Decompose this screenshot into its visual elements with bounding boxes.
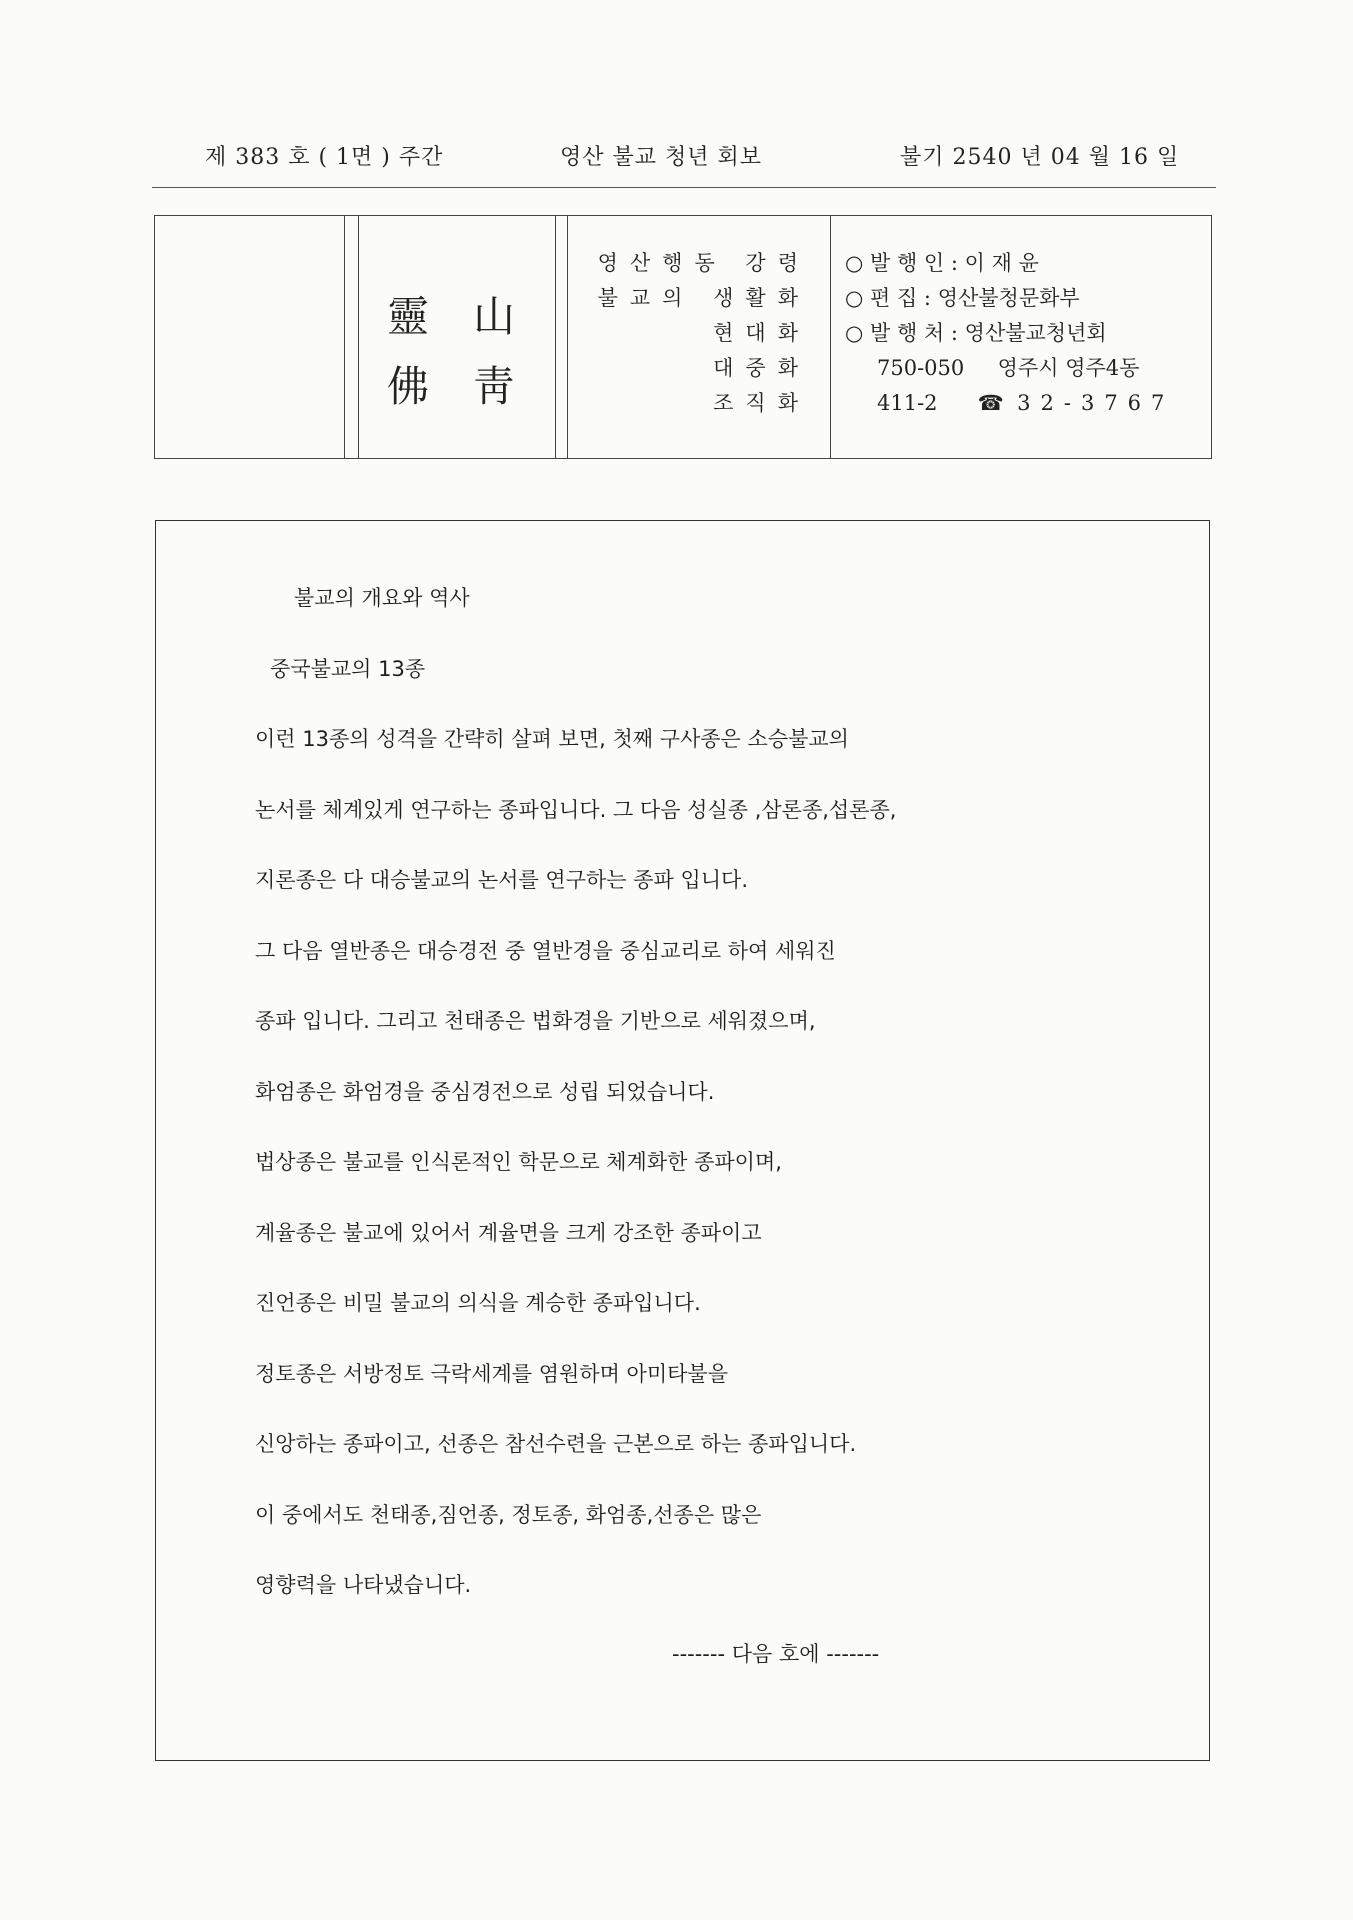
phone-icon: ☎ [977,391,1004,415]
body-line: 화엄종은 화엄경을 중심경전으로 성립 되었습니다. [255,1079,715,1104]
info-value: 이 재 윤 [964,251,1039,275]
info-value: 영산불청문화부 [937,286,1080,310]
issue-date: 불기 2540 년 04 월 16 일 [900,145,1180,170]
paper-name: 영산 불교 청년 회보 [560,145,762,170]
article-title: 불교의 개요와 역사 [294,586,470,610]
postal-code: 750-050 [877,356,965,380]
motto-line: 영산행동 강령 [597,251,810,275]
body-line: 정토종은 서방정토 극락세계를 염원하며 아미타불을 [255,1361,728,1386]
body-line: 영향력을 나타냈습니다. [255,1573,472,1597]
title-char: 靑 [473,362,516,411]
publisher-info [845,246,1174,421]
body-line: 논서를 체계있게 연구하는 종파입니다. 그 다음 성실종 ,삼론종,섭론종, [255,797,897,822]
title-char: 佛 [387,362,430,411]
info-label: ○ 편 집 : [845,286,931,310]
info-label: ○ 발 행 처 : [845,321,958,345]
motto-line: 불교의 생활화 [597,286,810,310]
title-char: 靈 [387,292,430,341]
motto-line: 조직화 [713,391,810,415]
body-line: 종파 입니다. 그리고 천태종은 법화경을 기반으로 세워졌으며, [255,1009,816,1033]
article-subtitle: 중국불교의 13종 [270,657,426,681]
body-line: 그 다음 열반종은 대승경전 중 열반경을 중심교리로 하여 세워진 [255,938,836,963]
lot-number: 411-2 [877,391,938,415]
body-line: 진언종은 비밀 불교의 의식을 계승한 종파입니다. [255,1291,701,1315]
body-line: 지론종은 다 대승불교의 논서를 연구하는 종파 입니다. [255,868,749,892]
continued-notice: ------- 다음 호에 ------- [672,1642,880,1666]
phone-number: 32-3767 [1017,391,1175,415]
header-rule [152,187,1216,188]
body-line: 법상종은 불교를 인식론적인 학문으로 체계화한 종파이며, [255,1150,782,1174]
motto-line: 대중화 [713,356,810,380]
body-line: 이 중에서도 천태종,짐언종, 정토종, 화엄종,선종은 많은 [255,1502,762,1527]
info-value: 영산불교청년회 [964,321,1107,345]
body-line: 이런 13종의 성격을 간략히 살펴 보면, 첫째 구사종은 소승불교의 [255,727,849,751]
issue-number: 제 383 호 ( 1면 ) 주간 [205,145,444,170]
address: 영주시 영주4동 [997,356,1140,380]
info-label: ○ 발 행 인 : [845,251,958,275]
motto-line: 현대화 [713,321,810,345]
title-char: 山 [473,292,516,341]
motto [585,246,810,421]
body-line: 계율종은 불교에 있어서 계율면을 크게 강조한 종파이고 [255,1220,762,1245]
body-line: 신앙하는 종파이고, 선종은 참선수련을 근본으로 하는 종파입니다. [255,1432,857,1456]
masthead-box [154,215,1212,459]
